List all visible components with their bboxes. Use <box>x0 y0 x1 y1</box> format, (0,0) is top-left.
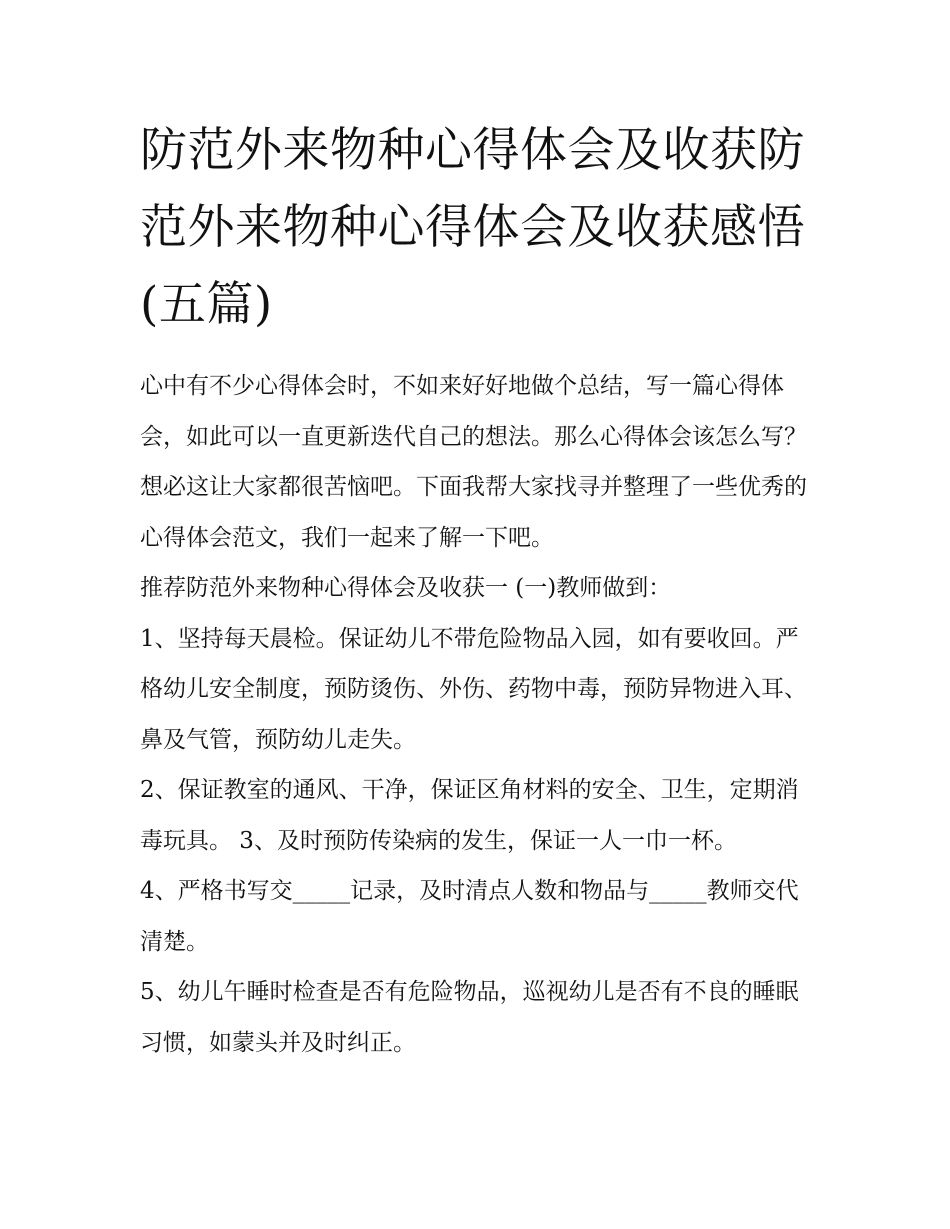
paragraph-item-5: 5、幼儿午睡时检查是否有危险物品，巡视幼儿是否有不良的睡眠习惯，如蒙头并及时纠正。 <box>140 979 799 1056</box>
paragraph-item-1: 1、坚持每天晨检。保证幼儿不带危险物品入园，如有要收回。严格幼儿安全制度，预防烫伤、外伤、药物中毒，预防异物进入耳、鼻及气管，预防幼儿走失。 <box>140 625 807 753</box>
paragraph-intro: 心中有不少心得体会时，不如来好好地做个总结，写一篇心得体会，如此可以一直更新迭代自己的想法。那么心得体会该怎么写？想必这让大家都很苦恼吧。下面我帮大家找寻并整理了一些优秀的心得体会范文，我们一起来了解一下吧。 <box>140 373 807 551</box>
paragraph-section-heading: 推荐防范外来物种心得体会及收获一 (一)教师做到： <box>140 575 672 601</box>
paragraph-item-4: 4、严格书写交_____记录，及时清点人数和物品与_____教师交代清楚。 <box>140 878 799 955</box>
document-page <box>140 112 815 1068</box>
paragraph-item-2-3: 2、保证教室的通风、干净，保证区角材料的安全、卫生，定期消毒玩具。 3、及时预防传染病的发生，保证一人一巾一杯。 <box>140 777 799 854</box>
document-title: 防范外来物种心得体会及收获防范外来物种心得体会及收获感悟(五篇) <box>140 123 805 332</box>
